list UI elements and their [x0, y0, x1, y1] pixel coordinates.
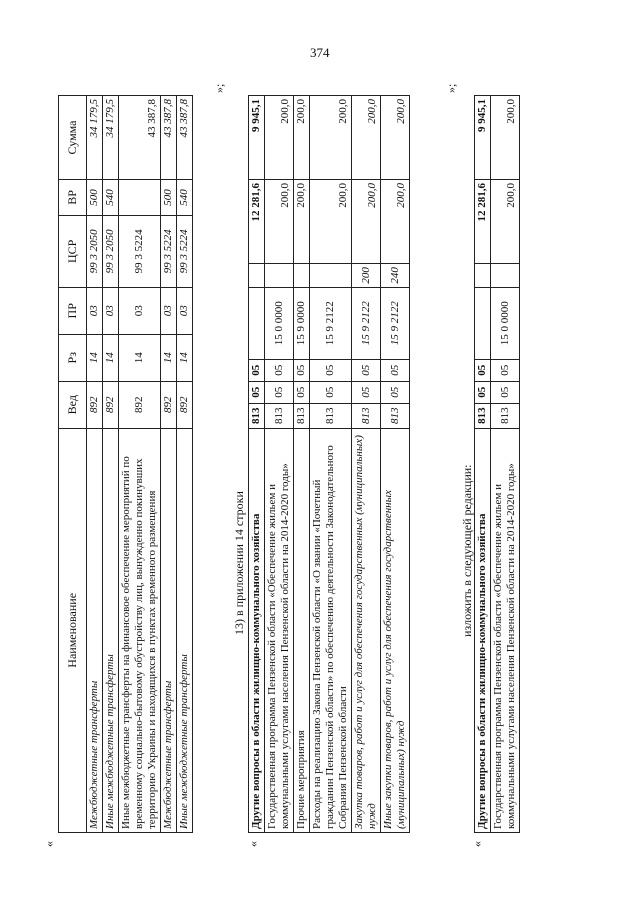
- row-sum-2: 200,0: [310, 96, 352, 180]
- row-name: Иные межбюджетные трансферты: [103, 428, 119, 832]
- row-ved: 892: [119, 381, 161, 428]
- row-csr: 15 0 0000: [491, 287, 520, 359]
- row-sum-1: 12 281,6: [249, 179, 265, 263]
- row-pr: 05: [265, 359, 294, 381]
- table-row: [249, 96, 265, 833]
- redaction-label: изложить в следующей редакции:: [460, 464, 474, 637]
- row-csr: [249, 287, 265, 359]
- row-sum-2: 9 945,1: [249, 96, 265, 180]
- header-rz: Рз: [59, 334, 87, 381]
- row-rz: 05: [294, 381, 310, 403]
- row-csr: 15 9 0000: [294, 287, 310, 359]
- row-vr: [119, 179, 161, 215]
- row-pr: 05: [352, 359, 381, 381]
- row-vr: [475, 263, 491, 287]
- row-rz: 05: [249, 381, 265, 403]
- row-name: Закупка товаров, работ и услуг для обеспечения государственных (муниципальных) нужд: [352, 428, 381, 832]
- row-ved: 813: [352, 403, 381, 428]
- table-row: [491, 96, 520, 833]
- row-sum-2: 200,0: [381, 96, 410, 180]
- row-vr: [491, 263, 520, 287]
- header-pr: ПР: [59, 287, 87, 334]
- row-csr: 99 3 2050: [103, 215, 119, 287]
- row-vr: [310, 263, 352, 287]
- row-name: Другие вопросы в области жилищно-коммунального хозяйства: [249, 428, 265, 832]
- table-row: [381, 96, 410, 833]
- row-name: Государственная программа Пензенской области «Обеспечение жильем и коммунальными услугами населения Пензенской области на 2014-2020 годы»: [491, 428, 520, 832]
- table-row: [352, 96, 381, 833]
- row-ved: 813: [381, 403, 410, 428]
- row-ved: 892: [103, 381, 119, 428]
- open-quote-3: «: [470, 841, 484, 847]
- row-ved: 813: [491, 403, 520, 428]
- table-row: [265, 96, 294, 833]
- row-rz: 14: [161, 334, 177, 381]
- row-ved: 892: [161, 381, 177, 428]
- close-quote-2: »;: [444, 83, 458, 93]
- header-csr: ЦСР: [59, 215, 87, 287]
- row-sum-2: 200,0: [352, 96, 381, 180]
- row-csr: 15 9 2122: [352, 287, 381, 359]
- row-csr: 99 3 5224: [177, 215, 193, 287]
- row-pr: 05: [249, 359, 265, 381]
- table-row: [475, 96, 491, 833]
- row-rz: 05: [475, 381, 491, 403]
- row-sum-1: 200,0: [491, 179, 520, 263]
- row-vr: 240: [381, 263, 410, 287]
- row-ved: 813: [294, 403, 310, 428]
- row-sum-1: 200,0: [265, 179, 294, 263]
- row-csr: [475, 287, 491, 359]
- table-row: [103, 96, 119, 833]
- row-sum-1: 12 281,6: [475, 179, 491, 263]
- row-rz: 05: [310, 381, 352, 403]
- budget-table-2: [248, 95, 410, 833]
- row-name: Расходы на реализацию Закона Пензенской области «О звании «Почетный гражданин Пензенской области» по обеспечению деятельности Законодательного Собрания Пензенской области: [310, 428, 352, 832]
- row-name: Межбюджетные трансферты: [87, 428, 103, 832]
- table-row: [161, 96, 177, 833]
- row-pr: 05: [294, 359, 310, 381]
- row-pr: 05: [310, 359, 352, 381]
- row-pr: 05: [475, 359, 491, 381]
- row-name: Другие вопросы в области жилищно-коммунального хозяйства: [475, 428, 491, 832]
- row-ved: 813: [265, 403, 294, 428]
- row-vr: [294, 263, 310, 287]
- row-csr: 99 3 5224: [119, 215, 161, 287]
- table-row: [87, 96, 103, 833]
- section-13-label: 13) в приложении 14 строки: [232, 491, 246, 635]
- row-sum-1: 200,0: [381, 179, 410, 263]
- row-pr: 03: [161, 287, 177, 334]
- open-quote-1: «: [42, 841, 56, 847]
- row-pr: 03: [87, 287, 103, 334]
- row-ved: 813: [249, 403, 265, 428]
- row-rz: 14: [177, 334, 193, 381]
- row-vr: [249, 263, 265, 287]
- header-vr: ВР: [59, 179, 87, 215]
- row-rz: 14: [87, 334, 103, 381]
- row-vr: 500: [87, 179, 103, 215]
- header-sum: Сумма: [59, 96, 87, 180]
- row-pr: 03: [177, 287, 193, 334]
- row-name: Межбюджетные трансферты: [161, 428, 177, 832]
- table-row: [294, 96, 310, 833]
- row-vr: 540: [103, 179, 119, 215]
- row-ved: 892: [87, 381, 103, 428]
- close-quote-1: »;: [212, 83, 226, 93]
- row-rz: 14: [119, 334, 161, 381]
- budget-table-1: [58, 95, 193, 833]
- row-pr: 03: [103, 287, 119, 334]
- row-csr: 99 3 5224: [161, 215, 177, 287]
- row-ved: 813: [310, 403, 352, 428]
- row-name: Иные закупки товаров, работ и услуг для обеспечения государственных (муниципальных) нужд: [381, 428, 410, 832]
- row-rz: 05: [265, 381, 294, 403]
- row-name: Государственная программа Пензенской области «Обеспечение жильем и коммунальными услугами населения Пензенской области на 2014-2020 годы»: [265, 428, 294, 832]
- row-pr: 05: [491, 359, 520, 381]
- row-vr: 540: [177, 179, 193, 215]
- row-name: Иные межбюджетные трансферты: [177, 428, 193, 832]
- page-number: 374: [310, 45, 330, 60]
- row-sum-1: 200,0: [352, 179, 381, 263]
- row-sum-2: 200,0: [294, 96, 310, 180]
- row-sum: 34 179,5: [87, 96, 103, 180]
- row-ved: 892: [177, 381, 193, 428]
- row-pr: 03: [119, 287, 161, 334]
- row-csr: 15 9 2122: [381, 287, 410, 359]
- row-rz: 05: [491, 381, 520, 403]
- row-rz: 14: [103, 334, 119, 381]
- row-csr: 15 0 0000: [265, 287, 294, 359]
- header-ved: Вед: [59, 381, 87, 428]
- row-csr: 15 9 2122: [310, 287, 352, 359]
- header-name: Наименование: [59, 428, 87, 832]
- row-sum-2: 200,0: [265, 96, 294, 180]
- open-quote-2: «: [246, 841, 260, 847]
- budget-table-3: [474, 95, 520, 833]
- row-ved: 813: [475, 403, 491, 428]
- row-sum-2: 9 945,1: [475, 96, 491, 180]
- row-rz: 05: [381, 381, 410, 403]
- row-sum-1: 200,0: [310, 179, 352, 263]
- table-row: [310, 96, 352, 833]
- row-sum: 34 179,5: [103, 96, 119, 180]
- table-row: [119, 96, 161, 833]
- row-sum: 43 387,8: [177, 96, 193, 180]
- row-name: Прочие мероприятия: [294, 428, 310, 832]
- row-vr: 500: [161, 179, 177, 215]
- row-vr: [265, 263, 294, 287]
- row-sum-2: 200,0: [491, 96, 520, 180]
- row-sum-1: 200,0: [294, 179, 310, 263]
- row-vr: 200: [352, 263, 381, 287]
- row-sum: 43 387,8: [161, 96, 177, 180]
- row-name: Иные межбюджетные трансферты на финансовое обеспечение мероприятий по временному социально-бытовому обустройству лиц, вынужденно покинувших территорию Украины и находящихся в пунктах временного размещения: [119, 428, 161, 832]
- row-rz: 05: [352, 381, 381, 403]
- row-sum: 43 387,8: [119, 96, 161, 180]
- row-csr: 99 3 2050: [87, 215, 103, 287]
- row-pr: 05: [381, 359, 410, 381]
- table-row: [177, 96, 193, 833]
